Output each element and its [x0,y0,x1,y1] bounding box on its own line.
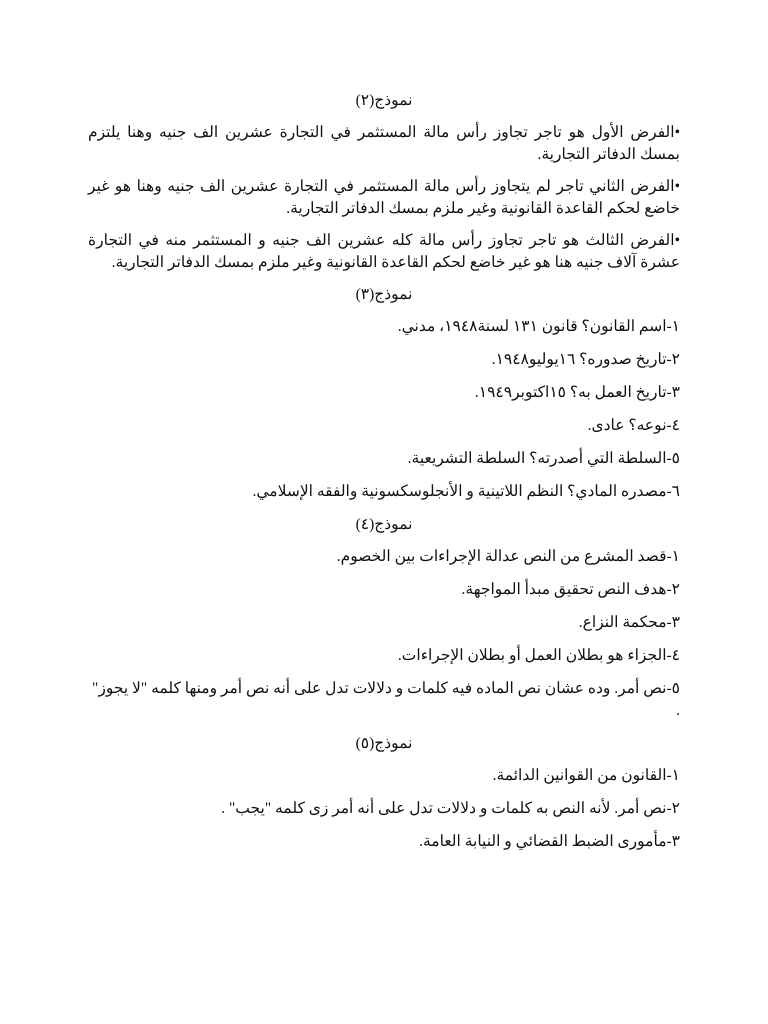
section-model-4 [88,514,680,722]
section-heading: نموذج(٤) [355,516,413,533]
list-item: ٤-الجزاء هو بطلان العمل أو بطلان الإجراءات. [397,647,680,664]
paragraph: •الفرض الثاني تاجر لم يتجاوز رأس مالة المستثمر في التجارة عشرين الف جنيه وهنا هو غير خاضع لحكم القاعدة القانونية وغير ملزم بمسك الدفاتر التجارية. [88,178,680,217]
list-item: ٢-نص أمر. لأنه النص به كلمات و دلالات تدل على أنه أمر زى كلمه "يجب" . [221,800,680,817]
list-item: ٢-تاريخ صدوره؟ ١٦يوليو١٩٤٨. [491,351,680,368]
list-item: ٣-مأمورى الضبط القضائي و النيابة العامة. [419,833,680,850]
list-item: ٥-السلطة التي أصدرته؟ السلطة التشريعية. [407,450,680,467]
section-heading: نموذج(٢) [355,92,413,109]
document-content [88,90,680,864]
section-model-3 [88,284,680,503]
section-heading: نموذج(٥) [355,735,413,752]
paragraph: •الفرض الأول هو تاجر تجاوز رأس مالة المستثمر في التجارة عشرين الف جنيه وهنا يلتزم بمسك الدفاتر التجارية. [88,124,680,163]
paragraph: •الفرض الثالث هو تاجر تجاوز رأس مالة كله عشرين الف جنيه و المستثمر منه في التجارة عشرة آلاف جنيه هنا هو غير خاضع لحكم القاعدة القانونية وغير ملزم بمسك الدفاتر التجارية. [88,232,680,271]
list-item: ١-قصد المشرع من النص عدالة الإجراءات بين الخصوم. [336,548,680,565]
list-item: ١-اسم القانون؟ قانون ١٣١ لسنة١٩٤٨، مدني. [397,318,680,335]
list-item: ٤-نوعه؟ عادى. [587,417,680,434]
list-item: ١-القانون من القوانين الدائمة. [492,767,680,784]
list-item: ٣-محكمة النزاع. [578,614,680,631]
list-item: ٥-نص أمر. وده عشان نص الماده فيه كلمات و دلالات تدل على أنه نص أمر ومنها كلمه "لا يجوز" . [92,680,680,719]
list-item: ٣-تاريخ العمل به؟ ١٥اكتوبر١٩٤٩. [474,384,680,401]
section-model-5 [88,733,680,853]
section-heading: نموذج(٣) [355,286,413,303]
section-model-2 [88,90,680,274]
list-item: ٦-مصدره المادي؟ النظم اللاتينية و الأنجلوسكسونية والفقه الإسلامي. [252,483,680,500]
list-item: ٢-هدف النص تحقيق مبدأ المواجهة. [461,581,680,598]
